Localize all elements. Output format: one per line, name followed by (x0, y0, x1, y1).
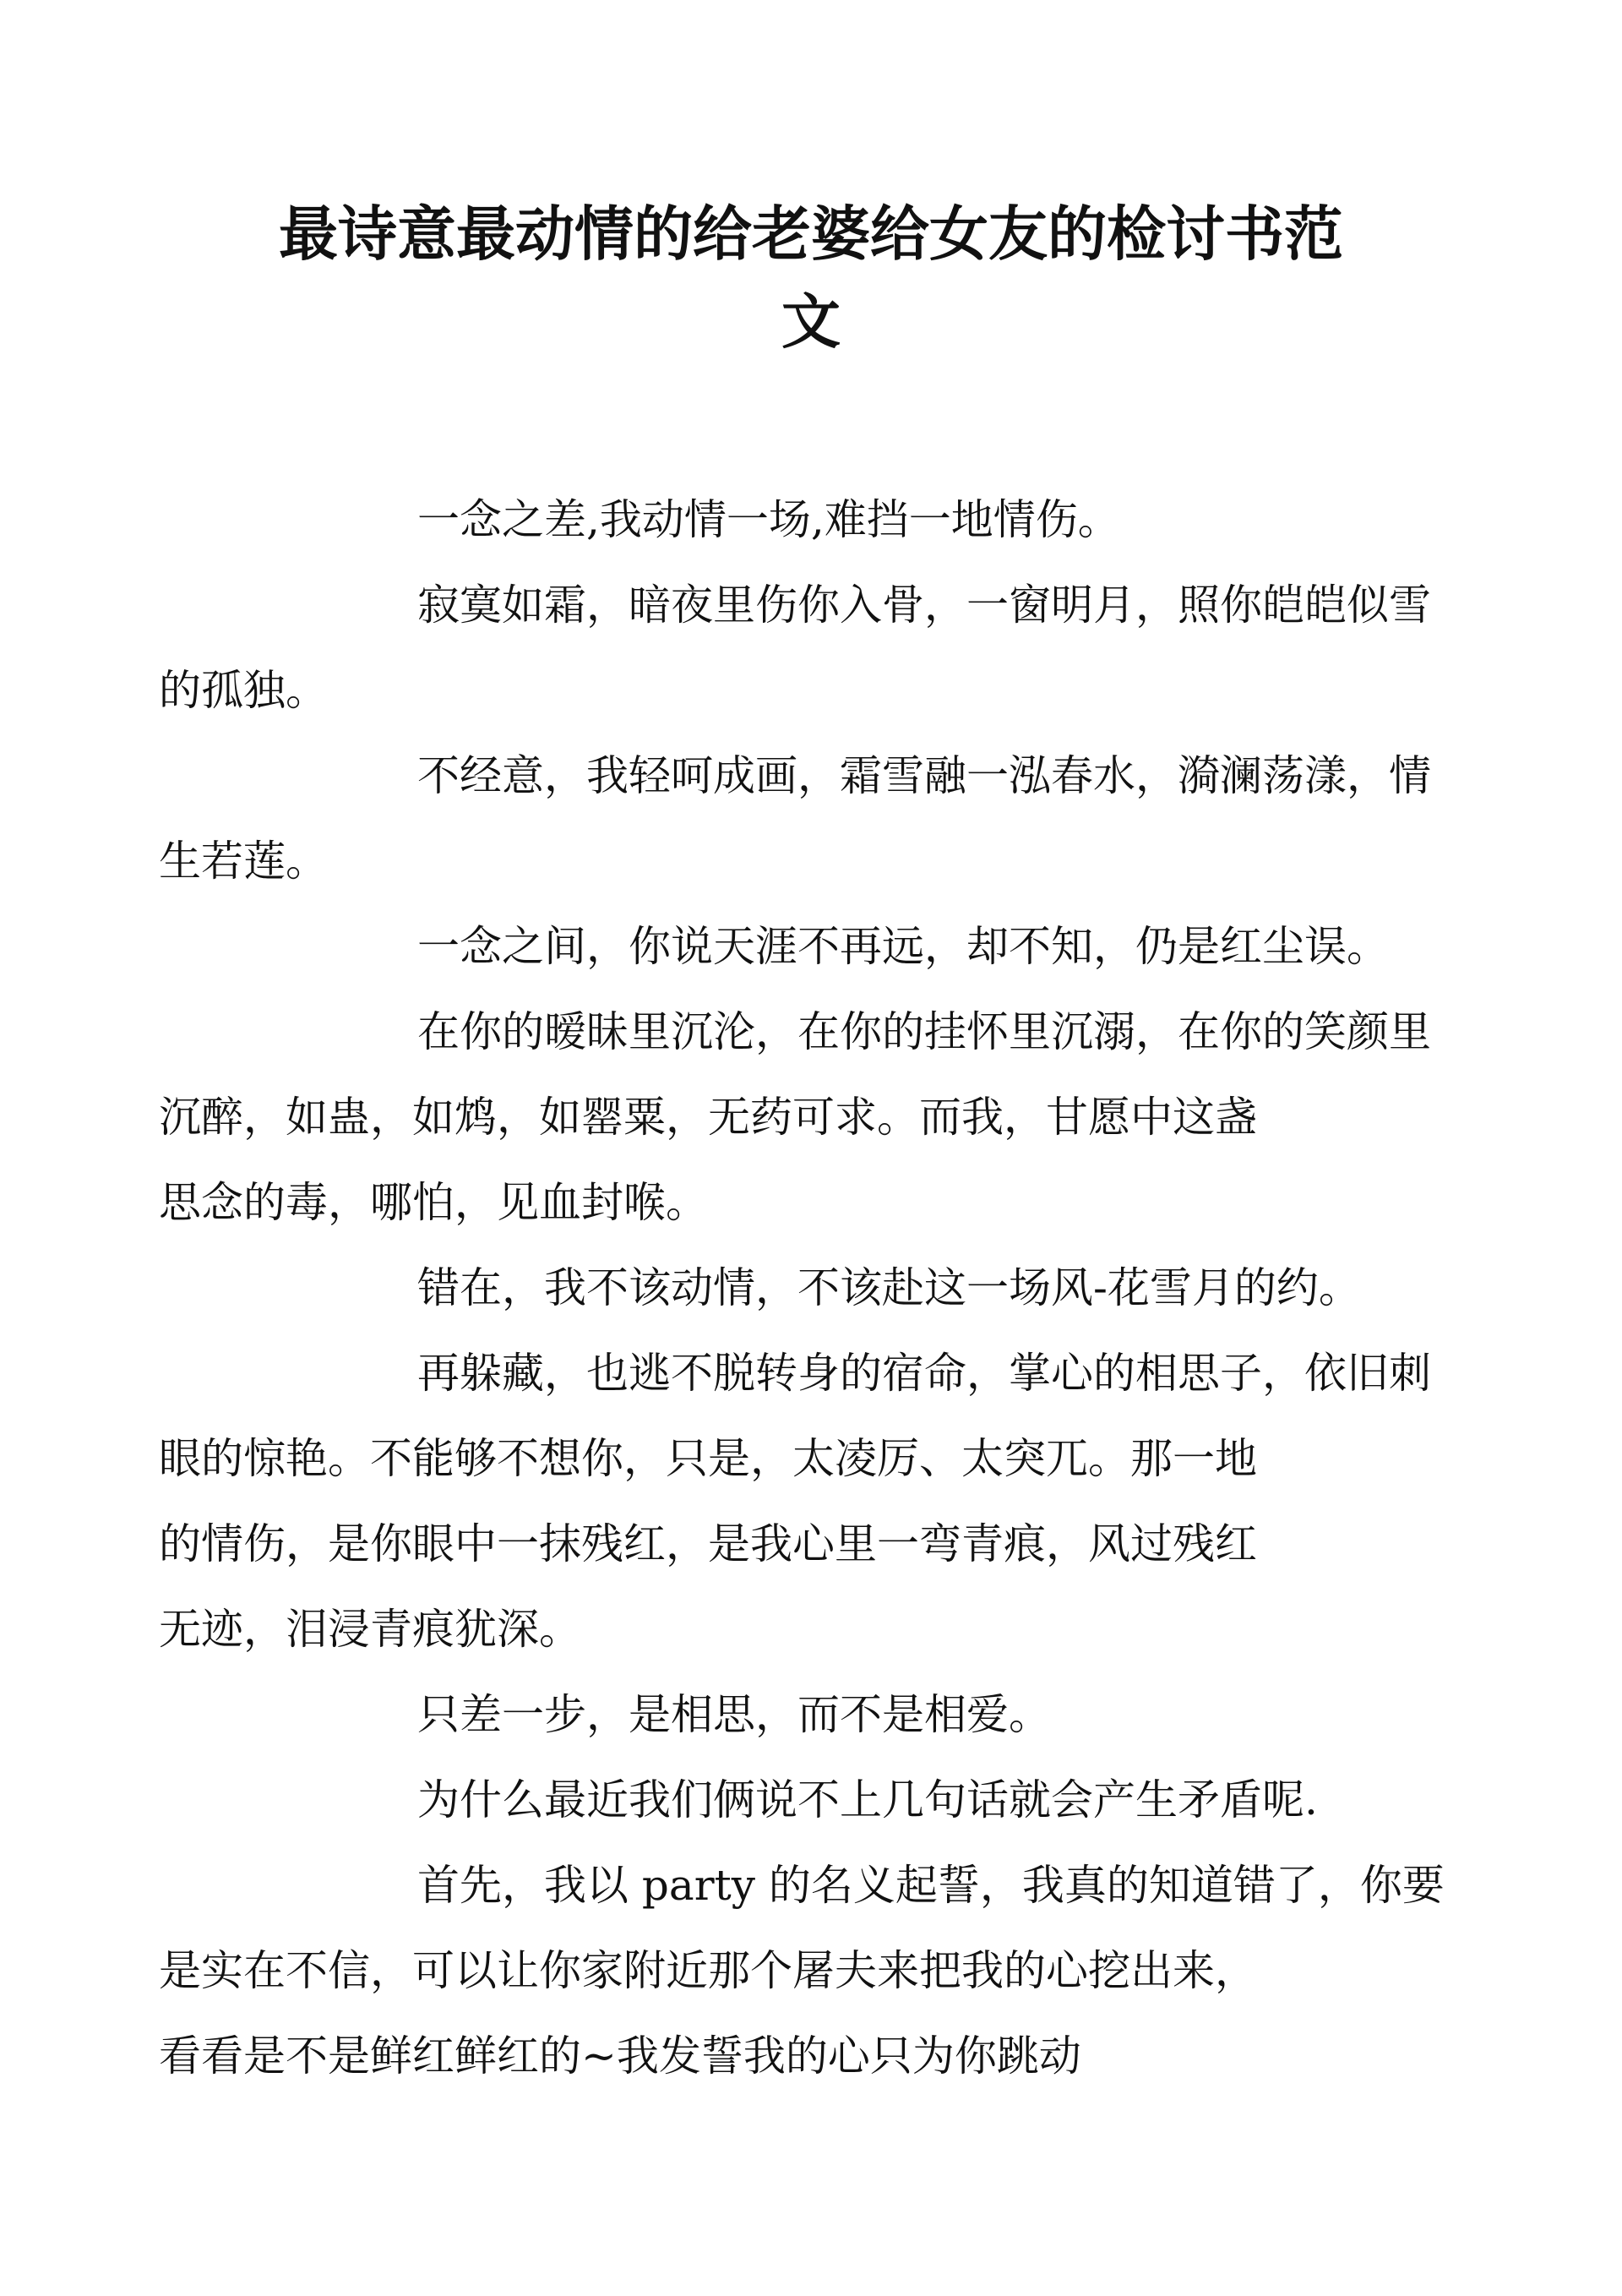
title-line: 最诗意最动情的给老婆给女友的检讨书范 (279, 199, 1343, 269)
paragraph (245, 477, 1377, 563)
paragraph (159, 734, 1431, 904)
text-line: 为什么最近我们俩说不上几句话就会产生矛盾呢. (417, 1775, 1318, 1824)
text-line: 思念的毒，哪怕，见血封喉。 (159, 1178, 708, 1227)
text-line: 一念之间，你说天涯不再远，却不知，仍是红尘误。 (417, 922, 1389, 971)
paragraph (159, 563, 1431, 734)
paragraph (245, 1246, 1377, 1331)
document-body (159, 477, 1445, 2099)
text-line: 再躲藏，也逃不脱转身的宿命，掌心的相思子，依旧刺 (417, 1349, 1431, 1398)
paragraph (159, 1331, 1431, 1672)
paragraph (159, 1843, 1445, 2099)
text-line: 是实在不信，可以让你家附近那个屠夫来把我的心挖出来， (159, 1946, 1257, 1995)
page-title (245, 190, 1377, 366)
text-line: 不经意，我轻呵成画，霜雪融一泓春水，漪澜荡漾，情 (417, 751, 1431, 800)
text-line: 在你的暧昧里沉沦，在你的挂怀里沉溺，在你的笑颜里 (417, 1007, 1431, 1056)
text-line: 的孤独。 (159, 666, 328, 715)
text-line: 沉醉，如蛊，如鸩，如罂粟，无药可求。而我，甘愿中这盏 (159, 1093, 1257, 1142)
text-line: 无迹，泪浸青痕犹深。 (159, 1605, 581, 1654)
text-line: 生若莲。 (159, 837, 328, 886)
paragraph (245, 1758, 1377, 1843)
text-line: 一念之差,我动情一场,难挡一地情伤。 (417, 495, 1120, 544)
text-line: 看看是不是鲜红鲜红的~我发誓我的心只为你跳动 (159, 2031, 1081, 2081)
paragraph (245, 1672, 1377, 1758)
paragraph (245, 904, 1389, 990)
text-line: 寂寞如霜，暗夜里伤你入骨，一窗明月，照你皑皑似雪 (417, 581, 1431, 630)
title-line: 文 (781, 286, 841, 357)
text-line: 眼的惊艳。不能够不想你，只是，太凌厉、太突兀。那一地 (159, 1434, 1257, 1483)
text-line: 错在，我不该动情，不该赴这一场风-花雪月的约。 (417, 1263, 1361, 1312)
paragraph (159, 990, 1431, 1246)
text-line: 首先，我以 party 的名义起誓，我真的知道错了，你要 (417, 1861, 1445, 1910)
text-line: 的情伤，是你眼中一抹残红，是我心里一弯青痕，风过残红 (159, 1519, 1257, 1568)
text-line: 只差一步，是相思，而不是相爱。 (417, 1690, 1051, 1739)
